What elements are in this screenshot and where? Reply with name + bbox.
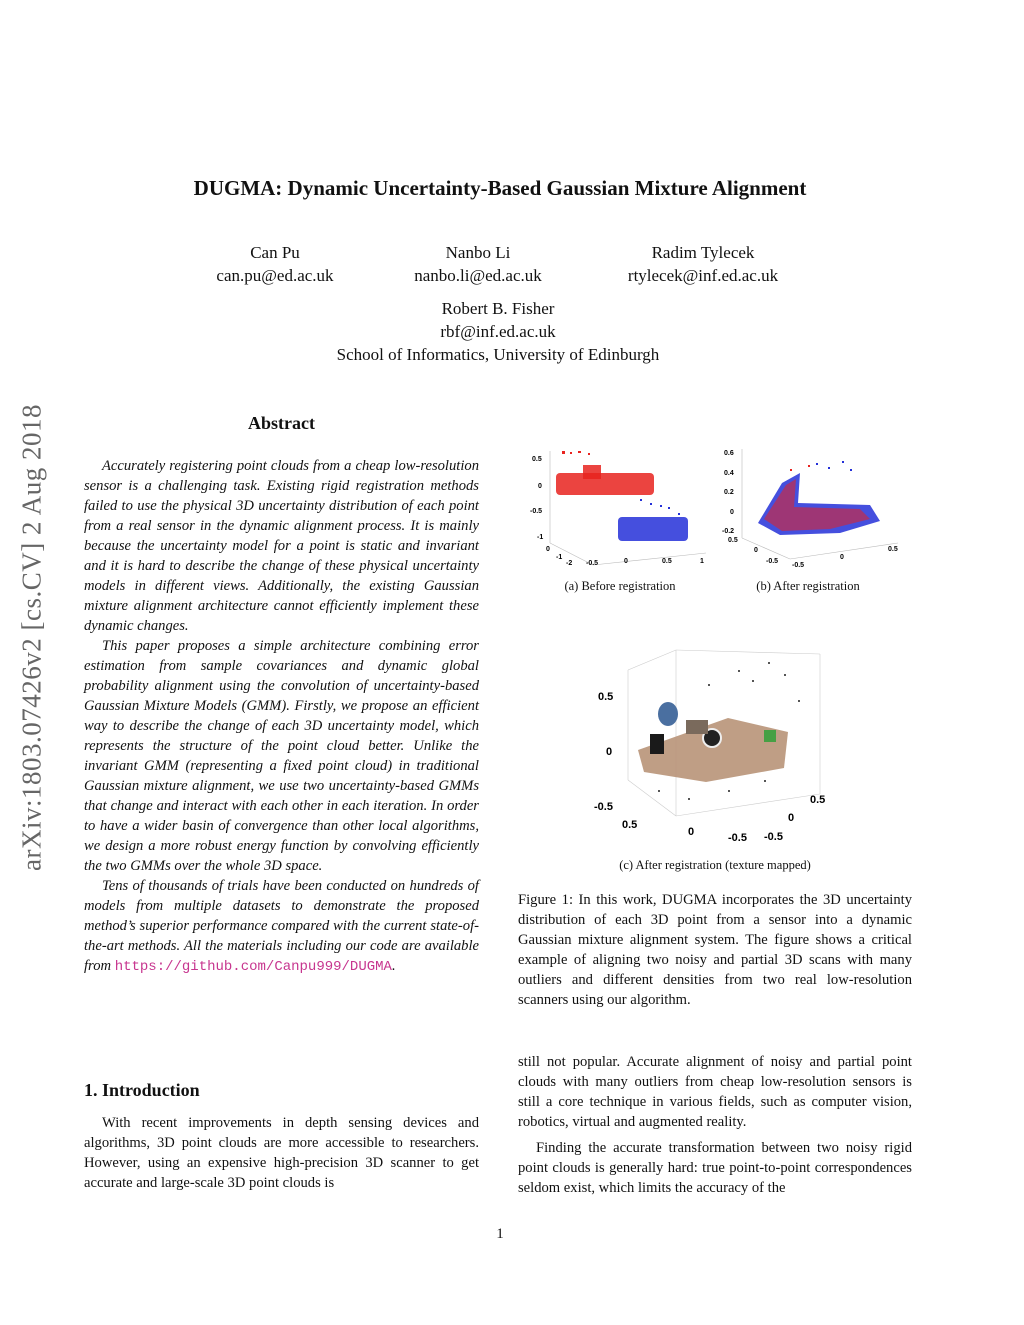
author-email: can.pu@ed.ac.uk <box>216 266 334 285</box>
intro-body <box>84 1113 479 1193</box>
abstract-paragraph: This paper proposes a simple architecture combining error estimation from sample covariances and dynamic global probability alignment using the convolution of uncertainty-based Gaussian Mixture Models (GMM). Firstly, we propose an efficient way to describe the change of each 3D uncertainty model, which represents the structure of the point cloud better. Unlike the invariant GMM (representing a fixed point cloud) in traditional Gaussian mixture alignment, we use two uncertainty-based GMMs that change and interact with each other in each iteration. In order to have a wider basin of convergence than other local algorithms, we design a more robust energy function by convolving efficiently the two GMMs over the whole 3D space. <box>84 638 479 874</box>
tick-label: 0 <box>606 746 613 758</box>
tick-label: 0 <box>788 812 795 824</box>
author-block <box>185 241 365 287</box>
subfigure-caption: (c) After registration (texture mapped) <box>619 858 811 872</box>
tick-label: 0 <box>688 826 695 838</box>
tick-label: -0.5 <box>530 508 543 515</box>
tick-label: 0.5 <box>598 691 614 703</box>
tick-label: 0 <box>624 558 628 565</box>
paper-title: DUGMA: Dynamic Uncertainty-Based Gaussian Mixture Alignment <box>193 176 807 200</box>
tick-label: -2 <box>566 560 573 567</box>
tick-label: 0.2 <box>724 489 734 496</box>
scene-point-cloud <box>638 662 800 800</box>
author-name: Nanbo Li <box>445 243 511 262</box>
plot-after-registration <box>720 443 910 573</box>
body-paragraph: Finding the accurate transformation between two noisy rigid point clouds is generally hard: true point-to-point correspondences seldom exist, which limits the accuracy of the <box>518 1140 912 1196</box>
tick-label: -0.5 <box>764 831 783 843</box>
tick-label: 0.4 <box>724 470 734 477</box>
tick-label: 0 <box>546 546 550 553</box>
author-email: rtylecek@inf.ed.ac.uk <box>627 266 779 285</box>
author-block <box>300 297 696 366</box>
plot-texture-mapped <box>588 640 848 850</box>
abstract-text: Tens of thousands of trials have been conducted on hundreds of models from multiple datasets to demonstrate the proposed method’s superior performance compared with the current state-of-the-art methods. All the materials including our code are available from <box>84 878 479 974</box>
right-column-body <box>518 1052 912 1198</box>
red-point-cloud <box>764 465 870 531</box>
tick-label: 0.5 <box>532 456 542 463</box>
tick-label: 0 <box>840 554 844 561</box>
tick-label: -0.5 <box>792 562 805 569</box>
tick-label: 0.5 <box>662 558 672 565</box>
body-paragraph: still not popular. Accurate alignment of noisy and partial point clouds with many outliers from cheap low-resolution sensors is still a core technique in various fields, such as computer vision, robotics, virtual and augmented reality. <box>518 1054 912 1130</box>
tick-label: -0.5 <box>586 560 599 567</box>
tick-label: -0.5 <box>728 832 747 844</box>
tick-label: -1 <box>556 554 563 561</box>
author-block <box>598 241 808 287</box>
abstract-paragraph <box>84 876 479 977</box>
abstract-text: . <box>391 958 396 974</box>
tick-label: -0.5 <box>594 801 613 813</box>
figure-caption: Figure 1: In this work, DUGMA incorporates the 3D uncertainty distribution of each 3D point from a sensor into a dynamic Gaussian mixture alignment system. The figure shows a critical example of aligning two noisy and partial 3D scans with many outliers and different densities from two real low-resolution scanners using our algorithm. <box>518 892 912 1008</box>
blue-point-cloud <box>618 499 688 541</box>
abstract-body <box>84 456 479 977</box>
tick-label: 0.5 <box>888 546 898 553</box>
author-block <box>383 241 573 287</box>
author-name: Can Pu <box>250 243 300 262</box>
tick-label: -0.2 <box>722 528 735 535</box>
page-number: 1 <box>496 1226 504 1242</box>
arxiv-identifier: arXiv:1803.07426v2 [cs.CV] 2 Aug 2018 <box>16 404 47 871</box>
axis-box <box>550 451 706 565</box>
tick-label: 0.6 <box>724 450 734 457</box>
code-link[interactable]: https://github.com/Canpu999/DUGMA <box>114 959 392 975</box>
affiliation: School of Informatics, University of Edinburgh <box>336 345 660 364</box>
abstract-heading: Abstract <box>248 413 315 433</box>
subfigure-caption: (b) After registration <box>756 579 860 593</box>
tick-label: -0.5 <box>766 558 779 565</box>
tick-label: 0 <box>538 483 542 490</box>
plot-before-registration <box>528 443 714 573</box>
tick-label: 0 <box>754 547 758 554</box>
tick-label: 0.5 <box>728 537 738 544</box>
subfigure-caption: (a) Before registration <box>564 579 676 593</box>
author-email: nanbo.li@ed.ac.uk <box>414 266 542 285</box>
tick-label: 0.5 <box>622 819 638 831</box>
abstract-paragraph: Accurately registering point clouds from a cheap low-resolution sensor is a challenging task. Existing rigid registration methods failed to use the physical 3D uncertainty distribution of each point from a real sensor in the dynamic alignment process. It is mainly because the uncertainty model for a point is static and invariant and it is hard to describe the change of these physical uncertainty models in different views. Additionally, the existing Gaussian mixture alignment architecture cannot efficiently implement these dynamic changes. <box>84 458 479 634</box>
intro-paragraph: With recent improvements in depth sensing devices and algorithms, 3D point clouds are more accessible to researchers. However, using an expensive high-precision 3D scanner to get accurate and large-scale 3D point clouds is <box>84 1115 479 1191</box>
tick-label: 0.5 <box>810 794 826 806</box>
tick-label: 0 <box>730 509 734 516</box>
section-heading: 1. Introduction <box>84 1080 200 1100</box>
tick-label: 1 <box>700 558 704 565</box>
tick-label: -1 <box>537 534 544 541</box>
author-name: Radim Tylecek <box>651 243 755 262</box>
red-point-cloud <box>556 451 654 495</box>
author-email: rbf@inf.ed.ac.uk <box>440 322 556 341</box>
author-name: Robert B. Fisher <box>441 299 555 318</box>
